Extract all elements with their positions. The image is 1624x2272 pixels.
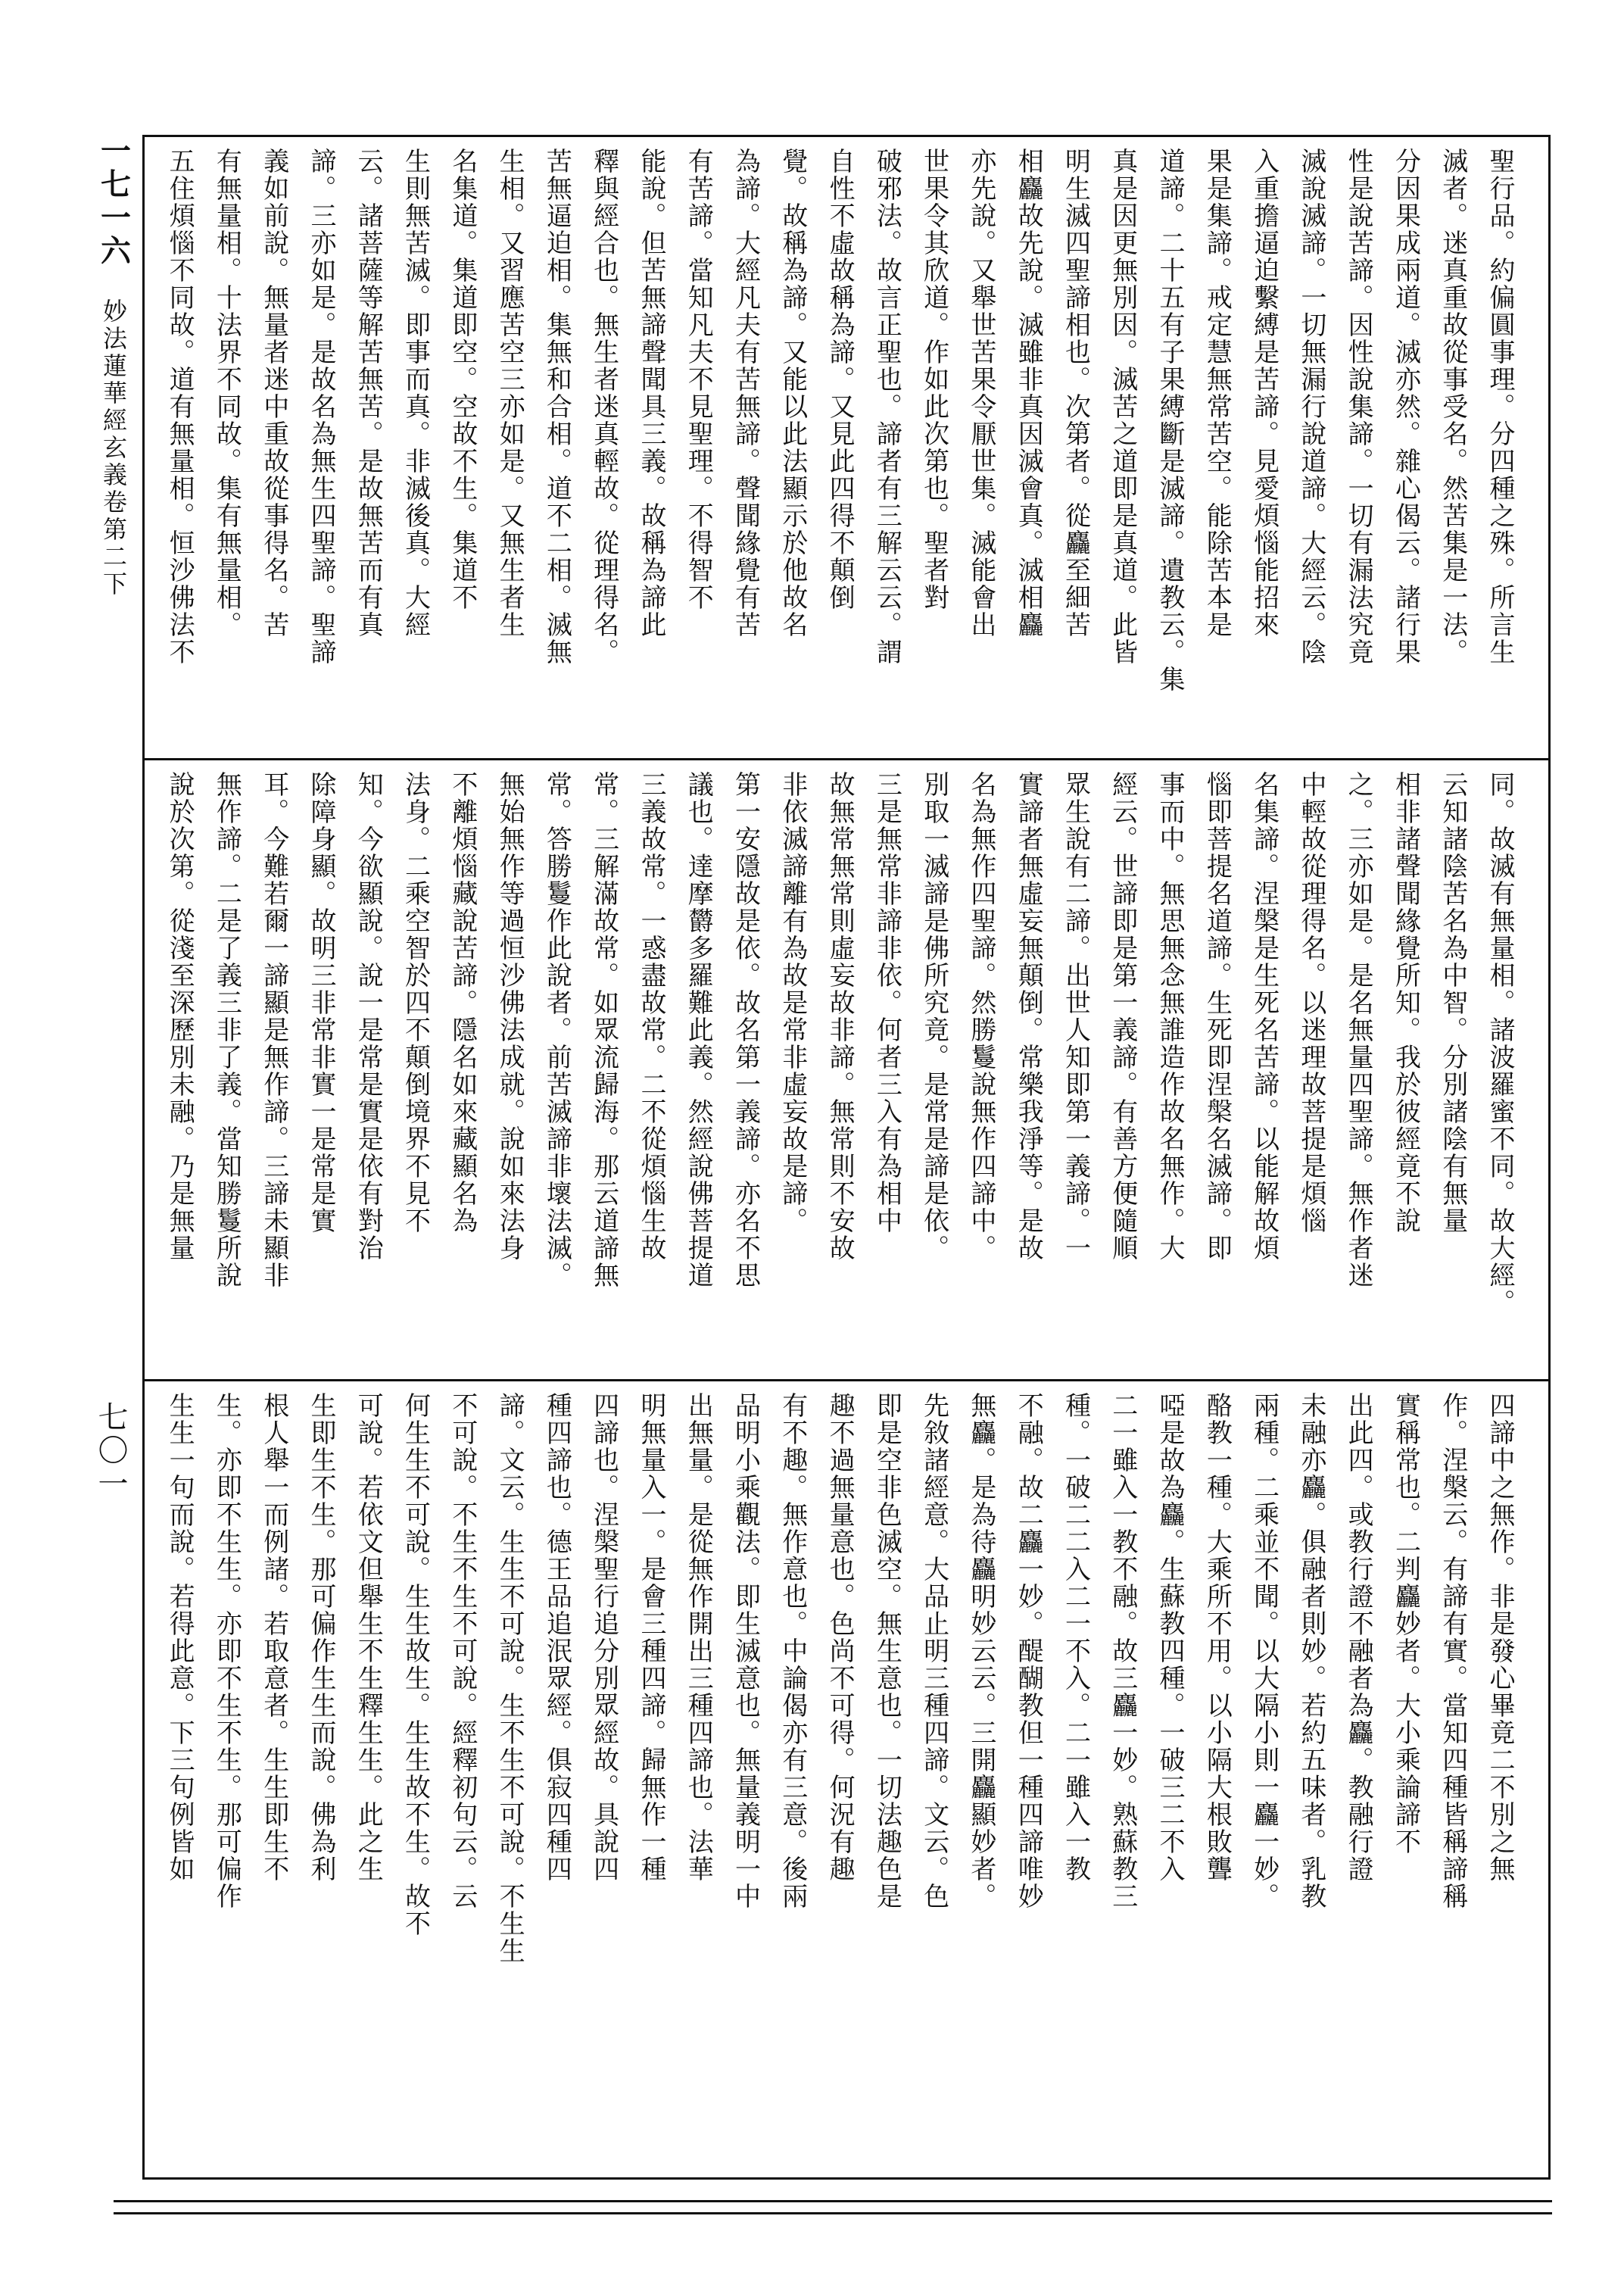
text-column: 之。三亦如是。是名無量四聖諦。無作者迷 [1343, 771, 1374, 1289]
text-column: 故無常無常則虛妄故非諦。無常則不安故 [824, 771, 856, 1262]
text-column: 二一雖入一教不融。故三麤一妙。熟蘇教三 [1107, 1392, 1138, 1910]
text-column: 生相。又習應苦空三亦如是。又無生者生 [494, 148, 525, 638]
text-column: 入重擔逼迫繫縛是苦諦。見愛煩惱能招來 [1248, 148, 1280, 638]
text-column: 實稱常也。二判麤妙者。大小乘論諦不 [1390, 1392, 1421, 1855]
left-margin [91, 135, 136, 968]
text-column: 苦無逼迫相。集無和合相。道不二相。滅無 [541, 148, 572, 666]
text-column: 無始無作等過恒沙佛法成就。說如來法身 [494, 771, 525, 1262]
footer-rule-lower [114, 2212, 1552, 2214]
text-column: 即是空非色滅空。無生意也。一切法趣色是 [871, 1392, 902, 1910]
text-column: 何生生不可說。生生故生。生生故不生。故不 [400, 1392, 431, 1937]
text-column: 事而中。無思無念無誰造作故名無作。大 [1155, 771, 1186, 1262]
text-column: 道諦。二十五有子果縛斷是滅諦。遺教云。集 [1155, 148, 1186, 693]
text-column: 知。今欲顯說。說一是常是實是依有對治 [353, 771, 384, 1262]
text-column: 生。亦即不生生。亦即不生不生。那可偏作 [211, 1392, 242, 1910]
text-column: 四諦中之無作。非是發心畢竟二不別之無 [1485, 1392, 1515, 1883]
text-column: 趣不過無量意也。色尚不可得。何況有趣 [824, 1392, 856, 1883]
text-column: 可說。若依文但舉生不生釋生生。此之生 [353, 1392, 384, 1883]
text-column: 明生滅四聖諦相也。次第者。從麤至細苦 [1060, 148, 1091, 638]
text-column: 滅者。迷真重故從事受名。然苦集是一法。 [1437, 148, 1468, 666]
text-column: 中輕故從理得名。以迷理故菩提是煩惱 [1295, 771, 1326, 1234]
text-column: 諦。三亦如是。是故名為無生四聖諦。聖諦 [305, 148, 336, 666]
text-column: 滅說滅諦。一切無漏行說道諦。大經云。陰 [1295, 148, 1326, 666]
text-band-top [145, 137, 1548, 758]
text-column: 作。涅槃云。有諦有實。當知四種皆稱諦稱 [1437, 1392, 1468, 1910]
text-band-middle [145, 758, 1548, 1379]
text-column: 諦。文云。生生不可說。生不生不可說。不生生 [494, 1392, 525, 1965]
text-column: 惱即菩提名道諦。生死即涅槃名滅諦。即 [1202, 771, 1233, 1262]
text-column: 除障身顯。故明三非常非實一是常是實 [305, 771, 336, 1234]
text-column: 云。諸菩薩等解苦無苦。是故無苦而有真 [353, 148, 384, 638]
text-column: 為諦。大經凡夫有苦無諦。聲聞緣覺有苦 [730, 148, 761, 638]
text-column: 破邪法。故言正聖也。諦者有三解云云。謂 [871, 148, 902, 666]
footer-rules [114, 2200, 1552, 2217]
text-column: 亦先說。又舉世苦果令厭世集。滅能會出 [965, 148, 996, 638]
text-column: 無作諦。二是了義三非了義。當知勝鬘所說 [211, 771, 242, 1289]
text-column: 兩種。二乘並不聞。以大隔小則一麤一妙。 [1248, 1392, 1280, 1910]
text-column: 有苦諦。當知凡夫不見聖理。不得智不 [683, 148, 714, 611]
text-band-bottom [145, 1379, 1548, 2000]
text-column: 名為無作四聖諦。然勝鬘說無作四諦中。 [965, 771, 996, 1262]
page-number-left: 一七一六 [95, 135, 132, 268]
text-column: 五住煩惱不同故。道有無量相。恒沙佛法不 [164, 148, 195, 666]
text-column: 不可說。不生不生不可說。經釋初句云。云 [447, 1392, 478, 1910]
text-column: 有無量相。十法界不同故。集有無量相。 [211, 148, 242, 638]
text-column: 釋與經合也。無生者迷真輕故。從理得名。 [588, 148, 619, 666]
text-column: 實諦者無虛妄無顛倒。常樂我淨等。是故 [1013, 771, 1044, 1262]
text-column: 生則無苦滅。即事而真。非滅後真。大經 [400, 148, 431, 638]
text-column: 四諦也。涅槃聖行追分別眾經故。具說四 [588, 1392, 619, 1883]
text-column: 生即生不生。那可偏作生生而說。佛為利 [305, 1392, 336, 1883]
text-column: 三義故常。一惑盡故常。二不從煩惱生故 [635, 771, 666, 1262]
text-column: 議也。達摩欝多羅難此義。然經說佛菩提道 [683, 771, 714, 1289]
text-column: 果是集諦。戒定慧無常苦空。能除苦本是 [1202, 148, 1233, 638]
text-column: 眾生說有二諦。出世人知即第一義諦。一 [1060, 771, 1091, 1262]
text-column: 覺。故稱為諦。又能以此法顯示於他故名 [777, 148, 808, 638]
text-column: 自性不虛故稱為諦。又見此四得不顛倒 [824, 148, 856, 611]
text-column: 性是說苦諦。因性說集諦。一切有漏法究竟 [1343, 148, 1374, 666]
page-number-right: 七〇一 [93, 1401, 128, 1501]
text-column: 名集道。集道即空。空故不生。集道不 [447, 148, 478, 611]
text-column: 聖行品。約偏圓事理。分四種之殊。所言生 [1485, 148, 1515, 666]
text-column: 先敘諸經意。大品止明三種四諦。文云。色 [918, 1392, 949, 1910]
text-column: 義如前說。無量者迷中重故從事得名。苦 [258, 148, 289, 638]
text-column: 經云。世諦即是第一義諦。有善方便隨順 [1107, 771, 1138, 1262]
text-column: 不離煩惱藏說苦諦。隱名如來藏顯名為 [447, 771, 478, 1234]
text-column: 云知諸陰苦名為中智。分別諸陰有無量 [1437, 771, 1468, 1234]
text-column: 品明小乘觀法。即生滅意也。無量義明一中 [730, 1392, 761, 1910]
text-column: 別取一滅諦是佛所究竟。是常是諦是依。 [918, 771, 949, 1262]
text-column: 酪教一種。大乘所不用。以小隔大根敗聾 [1202, 1392, 1233, 1883]
text-column: 相麤故先說。滅雖非真因滅會真。滅相麤 [1013, 148, 1044, 638]
text-column: 相非諸聲聞緣覺所知。我於彼經竟不說 [1390, 771, 1421, 1234]
text-column: 常。答勝鬘作此說者。前苦滅諦非壞法滅。 [541, 771, 572, 1289]
text-column: 法身。二乘空智於四不顛倒境界不見不 [400, 771, 431, 1234]
running-title: 妙法蓮華經玄義卷第二下 [99, 298, 128, 598]
text-column: 三是無常非諦非依。何者三入有為相中 [871, 771, 902, 1234]
text-column: 世果令其欣道。作如此次第也。聖者對 [918, 148, 949, 611]
text-column: 未融亦麤。俱融者則妙。若約五味者。乳教 [1295, 1392, 1326, 1910]
text-column: 名集諦。涅槃是生死名苦諦。以能解故煩 [1248, 771, 1280, 1262]
text-column: 能說。但苦無諦聲聞具三義。故稱為諦此 [635, 148, 666, 638]
footer-rule-upper [114, 2200, 1552, 2202]
text-column: 種四諦也。德王品追泯眾經。俱寂四種四 [541, 1392, 572, 1883]
text-column: 生生一句而說。若得此意。下三句例皆如 [164, 1392, 195, 1883]
text-column: 無麤。是為待麤明妙云云。三開麤顯妙者。 [965, 1392, 996, 1910]
text-column: 真是因更無別因。滅苦之道即是真道。此皆 [1107, 148, 1138, 666]
text-column: 明無量入一。是會三種四諦。歸無作一種 [635, 1392, 666, 1883]
text-column: 啞是故為麤。生蘇教四種。一破三二不入 [1155, 1392, 1186, 1883]
text-column: 種。一破二二入二一不入。二一雖入一教 [1060, 1392, 1091, 1883]
text-column: 根人舉一而例諸。若取意者。生生即生不 [258, 1392, 289, 1883]
text-column: 常。三解滿故常。如眾流歸海。那云道諦無 [588, 771, 619, 1289]
text-column: 出此四。或教行證不融者為麤。教融行證 [1343, 1392, 1374, 1883]
text-column: 非依滅諦離有為故是常非虛妄故是諦。 [777, 771, 808, 1234]
text-column: 有不趣。無作意也。中論偈亦有三意。後兩 [777, 1392, 808, 1910]
text-column: 分因果成兩道。滅亦然。雜心偈云。諸行果 [1390, 148, 1421, 666]
text-column: 不融。故二麤一妙。醍醐教但一種四諦唯妙 [1013, 1392, 1044, 1910]
text-column: 耳。今難若爾一諦顯是無作諦。三諦未顯非 [258, 771, 289, 1289]
text-frame [142, 135, 1551, 2180]
text-column: 同。故滅有無量相。諸波羅蜜不同。故大經。 [1485, 771, 1515, 1316]
text-column: 說於次第。從淺至深歷別未融。乃是無量 [164, 771, 195, 1262]
text-column: 第一安隱故是依。故名第一義諦。亦名不思 [730, 771, 761, 1289]
text-column: 出無量。是從無作開出三種四諦也。法華 [683, 1392, 714, 1883]
